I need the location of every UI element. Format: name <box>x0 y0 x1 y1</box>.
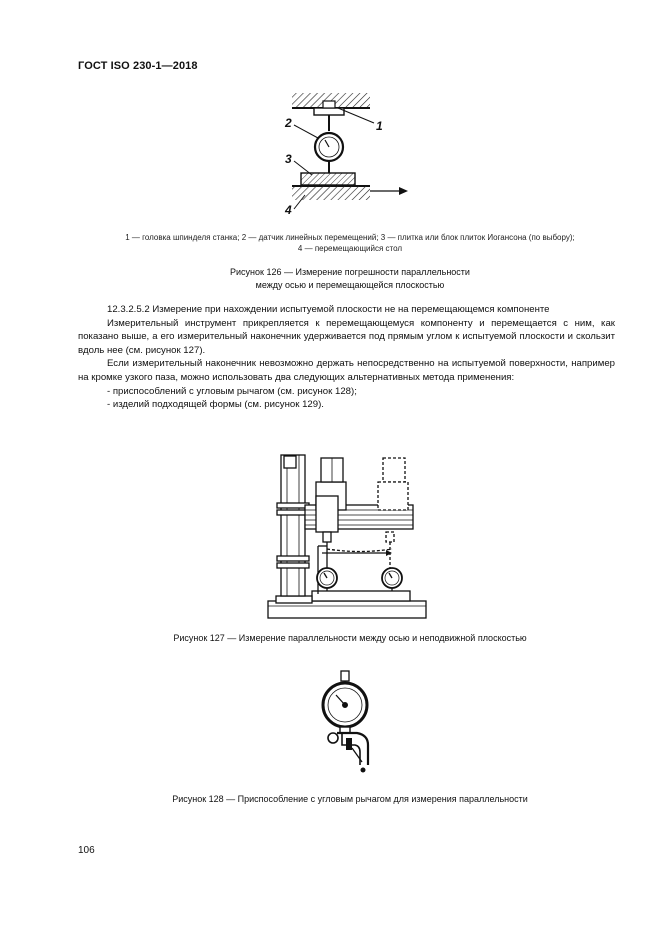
label-4: 4 <box>285 203 292 217</box>
body-text <box>78 303 615 412</box>
document-header: ГОСТ ISO 230-1—2018 <box>78 60 198 72</box>
gauge-block <box>301 173 355 185</box>
label-3: 3 <box>285 152 292 166</box>
bullet-item-1: - приспособлений с угловым рычагом (см. рисунок 128); <box>107 385 357 397</box>
legend-line-1: 1 — головка шпинделя станка; 2 — датчик линейных перемещений; 3 — плитка или блок плиток Иогансона (по выбору); <box>125 233 575 242</box>
legend-line-2: 4 — перемещающийся стол <box>297 244 403 253</box>
figure-128-caption: Рисунок 128 — Приспособление с угловым рычагом для измерения параллельности <box>172 794 528 804</box>
paragraph-1: Измерительный инструмент прикрепляется к перемещающемуся компоненту и перемещается с ним, как показано выше, а его измерительный наконечник удерживается под прямым углом к испытуемой плоскости и скользит вдоль нее (см. рисунок 127). <box>78 317 615 356</box>
label-2: 2 <box>285 116 292 130</box>
section-heading: 12.3.2.5.2 Измерение при нахождении испытуемой плоскости не на перемещающемся компоненте <box>107 304 550 315</box>
spindle-head <box>292 93 370 108</box>
label-1: 1 <box>376 119 383 133</box>
moving-table <box>292 186 370 200</box>
figure-126-legend <box>70 232 630 254</box>
caption-line-1: Рисунок 126 — Измерение погрешности параллельности <box>230 267 470 277</box>
page-number: 106 <box>78 845 95 856</box>
caption-line-2: между осью и перемещающейся плоскостью <box>255 280 445 290</box>
bullet-item-2: - изделий подходящей формы (см. рисунок 129). <box>107 399 324 411</box>
paragraph-2: Если измерительный наконечник невозможно держать непосредственно на испытуемой поверхности, например на кромке узкого паза, можно использовать два следующих альтернативных метода применения: <box>78 358 615 383</box>
linear-displacement-sensor <box>315 133 343 161</box>
figure-126-caption <box>100 266 600 292</box>
figure-127-caption: Рисунок 127 — Измерение параллельности между осью и неподвижной плоскостью <box>173 633 527 643</box>
